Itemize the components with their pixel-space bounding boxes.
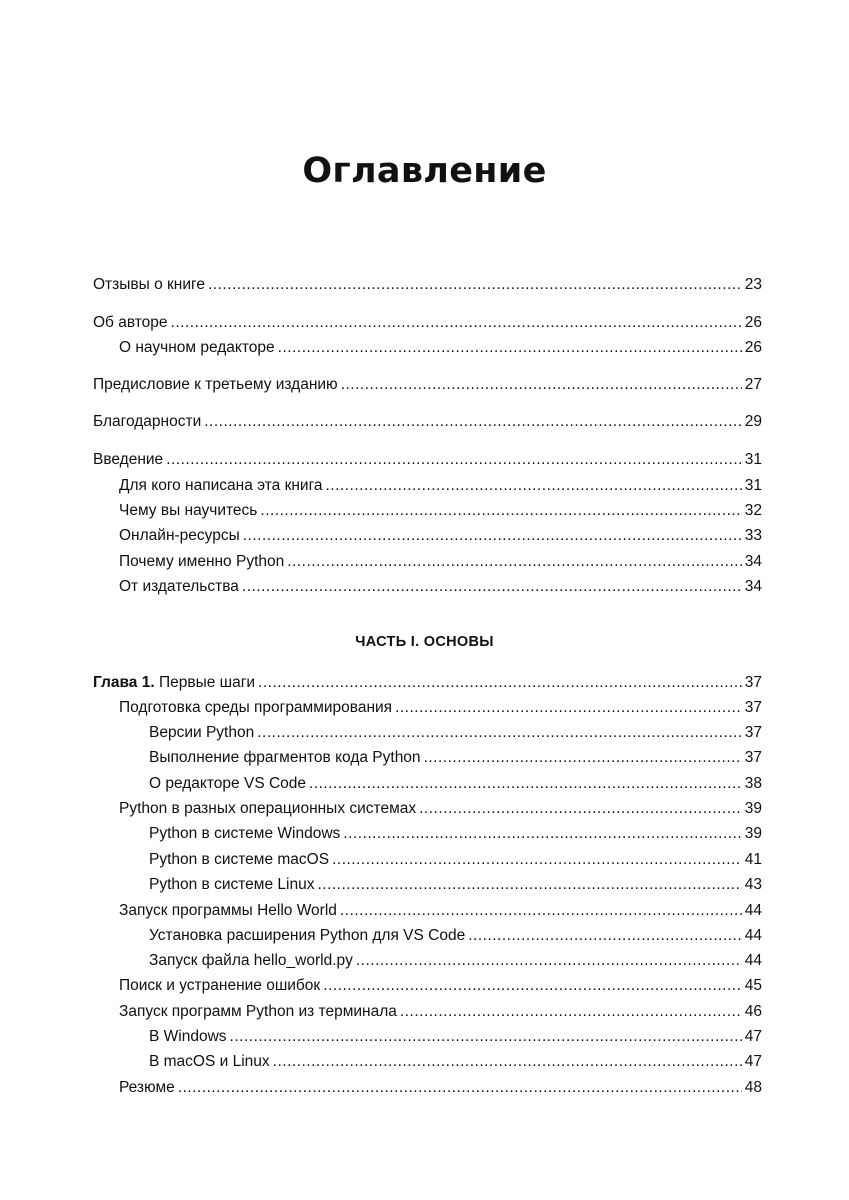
chapter-title: Первые шаги [158, 674, 256, 691]
toc-leader-dots [208, 273, 742, 297]
toc-entry-chapter[interactable] [0, 671, 849, 695]
toc-leader-dots [166, 448, 742, 472]
toc-entry-label: Об авторе [93, 314, 168, 331]
toc-leader-dots [273, 1050, 742, 1074]
toc-leader-dots [400, 1000, 742, 1024]
toc-entry-page: 37 [744, 724, 762, 741]
toc-entry[interactable] [0, 336, 849, 360]
toc-entry-label: Запуск файла hello_world.py [149, 952, 353, 969]
toc-leader-dots [395, 696, 742, 720]
toc-leader-dots [204, 410, 742, 434]
toc-leader-dots [258, 671, 742, 695]
toc-entry-page: 45 [744, 977, 762, 994]
toc-entry-page: 26 [744, 339, 762, 356]
toc-entry-page: 37 [744, 699, 762, 716]
toc-entry-page: 31 [744, 451, 762, 468]
toc-entry[interactable] [0, 550, 849, 574]
toc-entry-label: Почему именно Python [119, 553, 285, 570]
toc-leader-dots [309, 772, 742, 796]
toc-leader-dots [287, 550, 742, 574]
toc-entry-page: 44 [744, 952, 762, 969]
toc-leader-dots [242, 575, 742, 599]
toc-entry[interactable] [0, 822, 849, 846]
toc-entry[interactable] [0, 1000, 849, 1024]
toc-entry-label: Python в системе Linux [149, 876, 315, 893]
toc-entry-page: 34 [744, 578, 762, 595]
toc-entry-page: 38 [744, 775, 762, 792]
toc-entry-page: 37 [744, 749, 762, 766]
toc-entry-label: Python в системе Windows [149, 825, 341, 842]
toc-entry-page: 37 [744, 674, 762, 691]
toc-entry[interactable] [0, 746, 849, 770]
toc-entry-label: Поиск и устранение ошибок [119, 977, 321, 994]
toc-entry-page: 43 [744, 876, 762, 893]
toc-entry[interactable] [0, 696, 849, 720]
toc-entry[interactable] [0, 873, 849, 897]
toc-entry-page: 39 [744, 800, 762, 817]
chapter-prefix: Глава 1. [93, 674, 155, 691]
toc-leader-dots [317, 873, 741, 897]
toc-entry-label: Предисловие к третьему изданию [93, 376, 338, 393]
toc-entry-label: Чему вы научитесь [119, 502, 258, 519]
toc-leader-dots [340, 899, 742, 923]
toc-entry-page: 31 [744, 477, 762, 494]
toc-entry-label: Версии Python [149, 724, 255, 741]
toc-entry-page: 33 [744, 527, 762, 544]
toc-entry[interactable] [0, 924, 849, 948]
toc-entry-page: 39 [744, 825, 762, 842]
toc-entry[interactable] [0, 311, 849, 335]
toc-entry-label: В macOS и Linux [149, 1053, 270, 1070]
toc-entry-label: Выполнение фрагментов кода Python [149, 749, 421, 766]
toc-entry-page: 29 [744, 413, 762, 430]
toc-entry-label: Онлайн-ресурсы [119, 527, 240, 544]
toc-entry-page: 26 [744, 314, 762, 331]
part-heading: ЧАСТЬ I. ОСНОВЫ [355, 634, 494, 650]
toc-entry-page: 47 [744, 1053, 762, 1070]
toc-entry[interactable] [0, 1025, 849, 1049]
toc-entry-page: 44 [744, 902, 762, 919]
toc-leader-dots [326, 474, 742, 498]
toc-entry[interactable] [0, 273, 849, 297]
toc-entry[interactable] [0, 721, 849, 745]
toc-leader-dots [343, 822, 741, 846]
toc-leader-dots [243, 524, 742, 548]
toc-entry[interactable] [0, 848, 849, 872]
toc-entry[interactable] [0, 899, 849, 923]
toc-entry-page: 23 [744, 276, 762, 293]
toc-leader-dots [230, 1025, 742, 1049]
toc-entry-page: 41 [744, 851, 762, 868]
toc-leader-dots [323, 974, 742, 998]
toc-entry-page: 27 [744, 376, 762, 393]
toc-entry-label: От издательства [119, 578, 239, 595]
toc-entry-label: Для кого написана эта книга [119, 477, 323, 494]
toc-entry-label [93, 671, 255, 695]
toc-entry[interactable] [0, 1050, 849, 1074]
toc-entry-label: Python в системе macOS [149, 851, 330, 868]
toc-leader-dots [260, 499, 741, 523]
toc-entry[interactable] [0, 797, 849, 821]
toc-entry[interactable] [0, 1076, 849, 1100]
toc-entry-page: 34 [744, 553, 762, 570]
toc-leader-dots [257, 721, 742, 745]
page-title: Оглавление [302, 151, 547, 192]
toc-entry-page: 32 [744, 502, 762, 519]
toc-entry-label: О научном редакторе [119, 339, 275, 356]
toc-entry-label: Введение [93, 451, 164, 468]
toc-leader-dots [178, 1076, 742, 1100]
toc-entry-label: В Windows [149, 1028, 227, 1045]
toc-entry-label: Подготовка среды программирования [119, 699, 393, 716]
toc-leader-dots [356, 949, 742, 973]
toc-entry-label: Благодарности [93, 413, 202, 430]
toc-entry[interactable] [0, 772, 849, 796]
toc-leader-dots [468, 924, 742, 948]
toc-entry[interactable] [0, 474, 849, 498]
toc-entry-label: Запуск программы Hello World [119, 902, 337, 919]
toc-leader-dots [341, 373, 742, 397]
toc-entry-page: 47 [744, 1028, 762, 1045]
toc-leader-dots [332, 848, 742, 872]
toc-entry-page: 46 [744, 1003, 762, 1020]
toc-entry-page: 48 [744, 1079, 762, 1096]
toc-entry[interactable] [0, 524, 849, 548]
toc-entry[interactable] [0, 448, 849, 472]
toc-entry[interactable] [0, 575, 849, 599]
toc-entry-label: Запуск программ Python из терминала [119, 1003, 397, 1020]
toc-entry[interactable] [0, 410, 849, 434]
toc-entry-label: Резюме [119, 1079, 175, 1096]
toc-entry[interactable] [0, 949, 849, 973]
toc-entry[interactable] [0, 373, 849, 397]
toc-entry-label: О редакторе VS Code [149, 775, 307, 792]
toc-leader-dots [424, 746, 742, 770]
toc-entry-label: Отзывы о книге [93, 276, 205, 293]
toc-entry[interactable] [0, 974, 849, 998]
toc-leader-dots [278, 336, 742, 360]
toc-entry-page: 44 [744, 927, 762, 944]
toc-leader-dots [171, 311, 742, 335]
toc-leader-dots [419, 797, 742, 821]
toc-entry-label: Установка расширения Python для VS Code [149, 927, 466, 944]
toc-entry[interactable] [0, 499, 849, 523]
toc-entry-label: Python в разных операционных системах [119, 800, 417, 817]
